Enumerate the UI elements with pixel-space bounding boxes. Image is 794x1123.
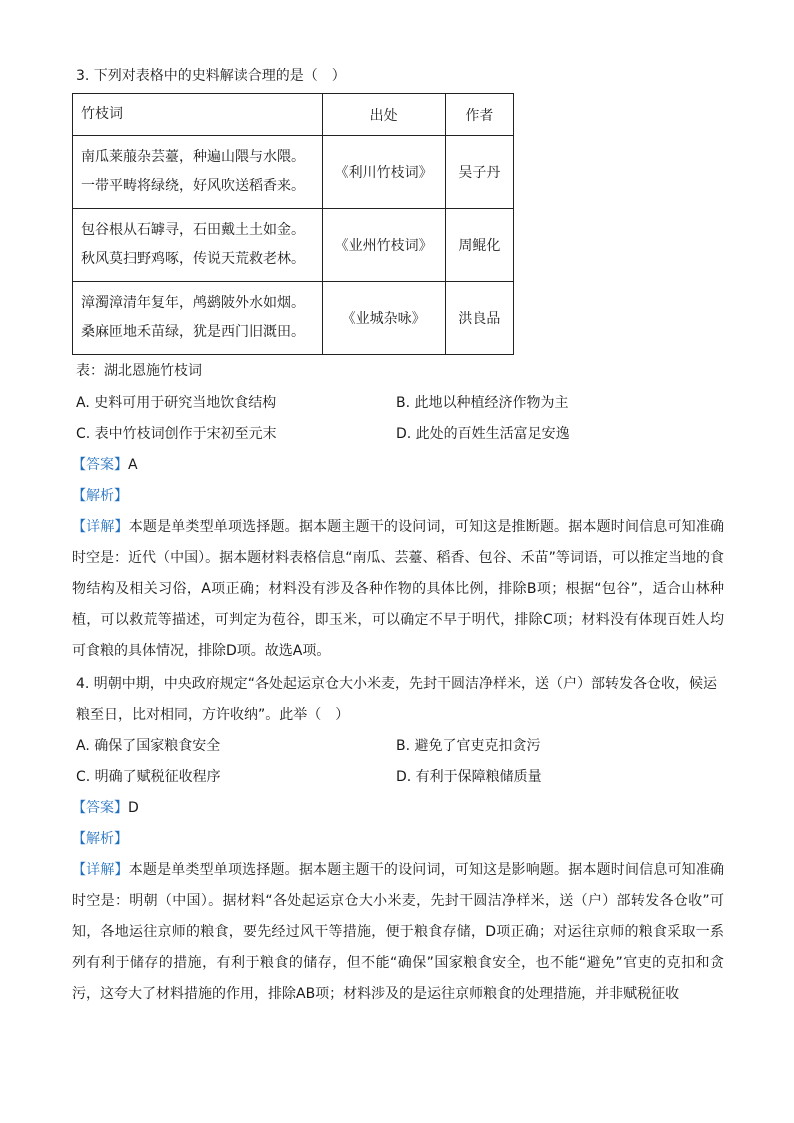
- answer-label: 【答案】: [72, 800, 128, 816]
- header-source: 出处: [322, 94, 445, 136]
- q3-source-table: [72, 93, 514, 355]
- poem-line: 漳濁漳清年复年，鸬鹚陂外水如烟。: [81, 295, 305, 311]
- q4-option-a: A. 确保了国家粮食安全: [76, 738, 221, 754]
- poem-line: 桑麻匝地禾苗绿，犹是西门旧溉田。: [81, 324, 305, 340]
- table-row: [73, 209, 514, 282]
- q3-answer: [72, 455, 138, 475]
- q4-option-d: D. 有利于保障粮储质量: [396, 769, 542, 785]
- q4-analysis-label: 【解析】: [72, 831, 128, 847]
- source-cell: 《业州竹枝词》: [322, 209, 445, 282]
- poem-line: 南瓜莱菔杂芸薹，种遍山隈与水隈。: [81, 149, 305, 165]
- answer-value: D: [128, 800, 139, 816]
- q4-detail: [72, 855, 724, 1010]
- author-cell: 周鲲化: [445, 209, 513, 282]
- q3-analysis-label: 【解析】: [72, 488, 128, 504]
- q3-option-d: D. 此处的百姓生活富足安逸: [396, 426, 570, 442]
- table-row: [73, 282, 514, 355]
- answer-value: A: [128, 457, 138, 473]
- q3-stem: 3. 下列对表格中的史料解读合理的是（ ）: [76, 68, 346, 84]
- detail-label: 【详解】: [72, 519, 129, 535]
- answer-label: 【答案】: [72, 457, 128, 473]
- detail-label: 【详解】: [72, 862, 129, 878]
- author-cell: 吴子丹: [445, 136, 513, 209]
- poem-line: 包谷根从石罅寻，石田戴土土如金。: [81, 222, 305, 238]
- q4-option-c: C. 明确了赋税征收程序: [76, 769, 221, 785]
- poem-cell: [73, 209, 323, 282]
- q4-answer: [72, 798, 139, 818]
- q3-option-b: B. 此地以种植经济作物为主: [396, 395, 569, 411]
- poem-line: 一带平畴将绿绕，好风吹送稻香来。: [81, 178, 305, 194]
- detail-text: 本题是单类型单项选择题。据本题主题干的设问词，可知这是推断题。据本题时间信息可知准确时空是：近代（中国）。据本题材料表格信息“南瓜、芸薹、稻香、包谷、禾苗”等词语，可以推定当地的食物结构及相关习俗，A项正确；材料没有涉及各种作物的具体比例，排除B项；根据“包谷”，适合山林种植，可以救荒等描述，可判定为苞谷，即玉米，可以确定不早于明代，排除C项；材料没有体现百姓人均可食粮的具体情况，排除D项。故选A项。: [72, 519, 725, 659]
- header-author: 作者: [445, 94, 513, 136]
- poem-cell: [73, 282, 323, 355]
- poem-line: 秋风莫扫野鸡啄，传说天荒救老林。: [81, 251, 305, 267]
- q3-option-c: C. 表中竹枝词创作于宋初至元末: [76, 426, 277, 442]
- q4-stem-line2: 粮至日，比对相同，方许收纳”。此举（ ）: [76, 707, 350, 723]
- header-poem: 竹枝词: [73, 94, 323, 136]
- table-caption: 表：湖北恩施竹枝词: [76, 363, 202, 379]
- detail-text: 本题是单类型单项选择题。据本题主题干的设问词，可知这是影响题。据本题时间信息可知准确时空是：明朝（中国）。据材料“各处起运京仓大小米麦，先封干圆洁净样米，送（户）部转发各仓收”可知，各地运往京师的粮食，要先经过风干等措施，便于粮食存储，D项正确；对运往京师的粮食采取一系列有利于储存的措施，有利于粮食的储存，但不能“确保”国家粮食安全，也不能“避免”官吏的克扣和贪污，这夸大了材料措施的作用，排除AB项；材料涉及的是运往京师粮食的处理措施，并非赋税征收: [72, 862, 725, 1002]
- poem-cell: [73, 136, 323, 209]
- author-cell: 洪良品: [445, 282, 513, 355]
- q4-option-b: B. 避免了官吏克扣贪污: [396, 738, 541, 754]
- source-cell: 《利川竹枝词》: [322, 136, 445, 209]
- table-header-row: [73, 94, 514, 136]
- q3-detail: [72, 512, 724, 667]
- q3-option-a: A. 史料可用于研究当地饮食结构: [76, 395, 277, 411]
- table-row: [73, 136, 514, 209]
- q4-stem-line1: 4. 明朝中期，中央政府规定“各处起运京仓大小米麦，先封干圆洁净样米，送（户）部转发各仓收，候运: [76, 676, 718, 692]
- source-cell: 《业城杂咏》: [322, 282, 445, 355]
